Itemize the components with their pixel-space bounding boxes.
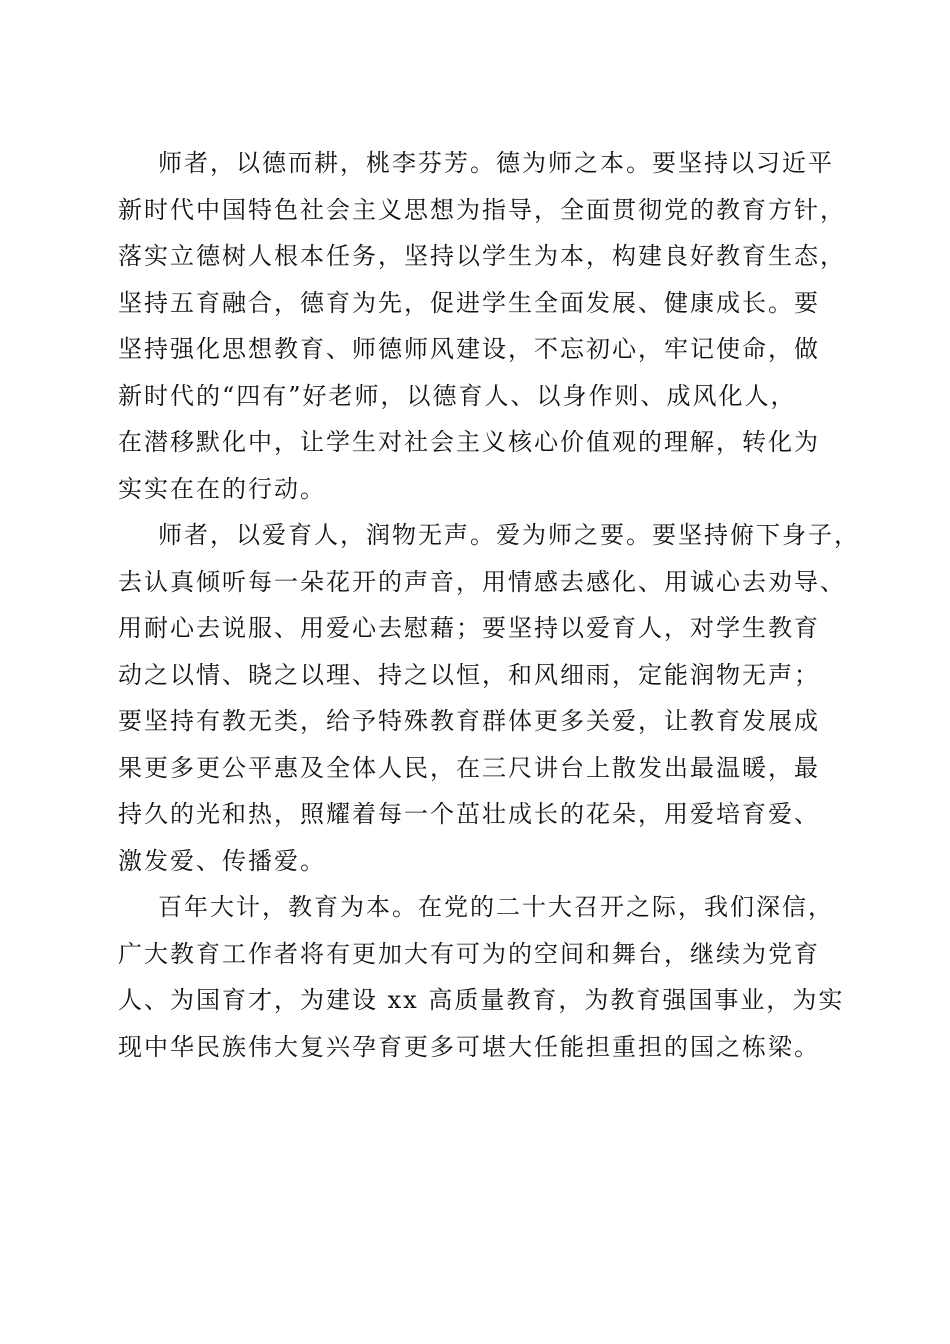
text-line: 坚持强化思想教育、师德师风建设，不忘初心，牢记使命，做	[118, 335, 820, 363]
text-line: 持久的光和热，照耀着每一个茁壮成长的花朵，用爱培育爱、	[118, 800, 820, 828]
text-line: 广大教育工作者将有更加大有可为的空间和舞台，继续为党育	[118, 939, 820, 968]
paragraph-3	[118, 884, 845, 1070]
text-line: 落实立德树人根本任务，坚持以学生为本，构建良好教育生态，	[118, 242, 846, 270]
text-line: 实实在在的行动。	[118, 474, 326, 503]
text-line: 坚持五育融合，德育为先，促进学生全面发展、健康成长。要	[118, 288, 820, 317]
text-line: 在潜移默化中，让学生对社会主义核心价值观的理解，转化为	[118, 428, 820, 456]
paragraph-1	[118, 140, 846, 512]
text-line: 师者，以爱育人，润物无声。爱为师之要。要坚持俯下身子，	[158, 521, 860, 549]
text-line: 师者，以德而耕，桃李芬芳。德为师之本。要坚持以习近平	[158, 149, 834, 177]
text-line: 新时代中国特色社会主义思想为指导，全面贯彻党的教育方针，	[118, 195, 846, 224]
text-line: 去认真倾听每一朵花开的声音，用情感去感化、用诚心去劝导、	[118, 567, 846, 596]
text-line: 百年大计，教育为本。在党的二十大召开之际，我们深信，	[158, 893, 834, 921]
document-body	[118, 140, 860, 1070]
text-line: 用耐心去说服、用爱心去慰藉；要坚持以爱育人，对学生教育	[118, 614, 820, 642]
text-line: 要坚持有教无类，给予特殊教育群体更多关爱，让教育发展成	[118, 707, 820, 735]
text-line: 动之以情、晓之以理、持之以恒，和风细雨，定能润物无声；	[118, 660, 820, 689]
text-line: 现中华民族伟大复兴孕育更多可堪大任能担重担的国之栋梁。	[118, 1032, 820, 1061]
text-line: 果更多更公平惠及全体人民，在三尺讲台上散发出最温暖，最	[118, 753, 820, 782]
text-line: 激发爱、传播爱。	[118, 846, 326, 875]
paragraph-2	[118, 512, 860, 884]
text-line: 新时代的“四有”好老师，以德育人、以身作则、成风化人，	[118, 381, 797, 410]
text-line: 人、为国育才，为建设 xx 高质量教育，为教育强国事业，为实	[118, 986, 845, 1014]
